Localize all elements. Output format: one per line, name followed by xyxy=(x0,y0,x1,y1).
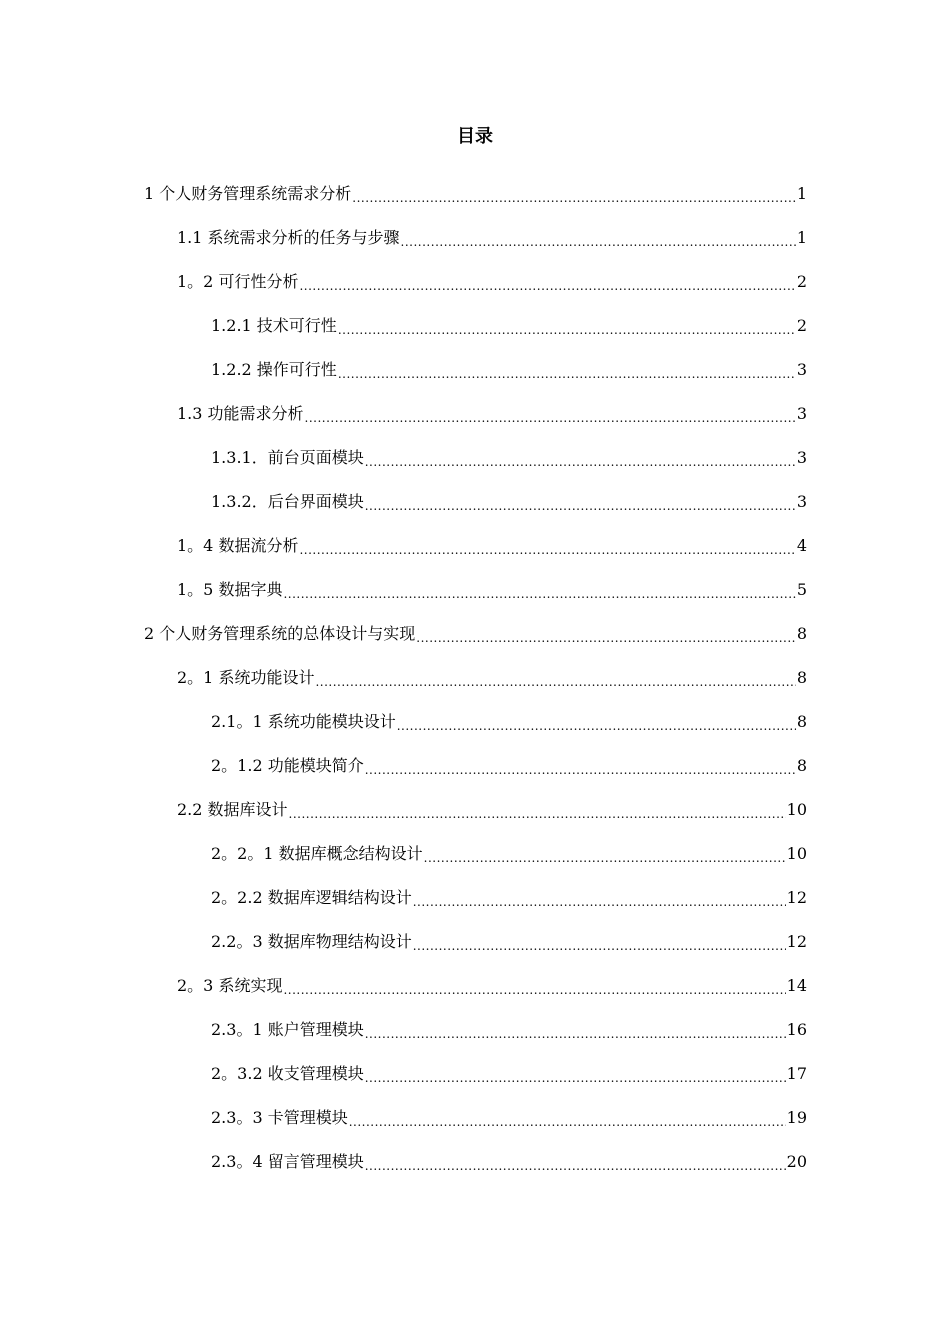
toc-dot-leader xyxy=(338,367,796,381)
toc-dot-leader xyxy=(365,455,796,469)
toc-entry-text: 1.3.2．后台界面模块 xyxy=(211,492,364,511)
toc-entry-text: 2。1.2 功能模块简介 xyxy=(211,756,364,775)
toc-title: 目录 xyxy=(457,126,493,147)
toc-entry-text: 2 个人财务管理系统的总体设计与实现 xyxy=(144,624,416,643)
toc-page-number: 8 xyxy=(796,624,807,643)
toc-entry[interactable] xyxy=(211,433,807,477)
toc-entry[interactable] xyxy=(177,785,807,829)
toc-page-number: 16 xyxy=(786,1020,807,1039)
toc-dot-leader xyxy=(397,719,796,733)
toc-page-number: 12 xyxy=(786,888,807,907)
toc-entry[interactable] xyxy=(211,829,807,873)
toc-entry-text: 2。3 系统实现 xyxy=(177,976,283,995)
toc-page-number: 2 xyxy=(796,316,807,335)
toc-entry[interactable] xyxy=(144,169,807,213)
toc-dot-leader xyxy=(305,411,796,425)
toc-page-number: 3 xyxy=(796,360,807,379)
toc-dot-leader xyxy=(365,499,796,513)
toc-dot-leader xyxy=(349,1115,786,1129)
toc-entry-text: 2。1 系统功能设计 xyxy=(177,668,315,687)
toc-entry[interactable] xyxy=(144,609,807,653)
toc-dot-leader xyxy=(424,851,786,865)
toc-entry[interactable] xyxy=(177,653,807,697)
toc-entry-text: 2。2.2 数据库逻辑结构设计 xyxy=(211,888,412,907)
toc-page-number: 8 xyxy=(796,668,807,687)
toc-dot-leader xyxy=(283,587,795,601)
toc-entry[interactable] xyxy=(177,521,807,565)
toc-page-number: 20 xyxy=(786,1152,807,1171)
toc-page-number: 3 xyxy=(796,404,807,423)
toc-page-number: 4 xyxy=(796,536,807,555)
toc-dot-leader xyxy=(416,631,796,645)
toc-page-number: 14 xyxy=(786,976,807,995)
toc-dot-leader xyxy=(401,235,796,249)
toc-entry-text: 2.2。3 数据库物理结构设计 xyxy=(211,932,412,951)
toc-dot-leader xyxy=(352,191,796,205)
toc-page-number: 3 xyxy=(796,448,807,467)
toc-entry-text: 2.1。1 系统功能模块设计 xyxy=(211,712,396,731)
toc-entry[interactable] xyxy=(211,917,807,961)
toc-entry[interactable] xyxy=(211,477,807,521)
toc-entry[interactable] xyxy=(177,565,807,609)
toc-page-number: 10 xyxy=(786,844,807,863)
toc-dot-leader xyxy=(413,895,786,909)
toc-entry-text: 1.2.2 操作可行性 xyxy=(211,360,337,379)
toc-page-number: 17 xyxy=(786,1064,807,1083)
toc-entry-text: 1.3.1．前台页面模块 xyxy=(211,448,364,467)
toc-page-number: 12 xyxy=(786,932,807,951)
toc-page-number: 5 xyxy=(796,580,807,599)
toc-page-number: 8 xyxy=(796,756,807,775)
toc-entry[interactable] xyxy=(211,301,807,345)
toc-page-number: 19 xyxy=(786,1108,807,1127)
toc-entry[interactable] xyxy=(177,961,807,1005)
toc-entry-text: 1。5 数据字典 xyxy=(177,580,283,599)
toc-page-number: 1 xyxy=(796,228,807,247)
toc-dot-leader xyxy=(299,279,795,293)
toc-dot-leader xyxy=(283,983,785,997)
toc-entry[interactable] xyxy=(211,345,807,389)
toc-dot-leader xyxy=(365,1071,786,1085)
toc-page-number: 8 xyxy=(796,712,807,731)
toc-entry-text: 1.1 系统需求分析的任务与步骤 xyxy=(177,228,400,247)
toc-page-number: 3 xyxy=(796,492,807,511)
toc-dot-leader xyxy=(413,939,786,953)
toc-page-number: 1 xyxy=(796,184,807,203)
toc-entry-text: 1 个人财务管理系统需求分析 xyxy=(144,184,352,203)
toc-entry-text: 1。2 可行性分析 xyxy=(177,272,299,291)
toc-list xyxy=(0,169,950,1181)
toc-entry[interactable] xyxy=(211,1005,807,1049)
toc-entry-text: 2.2 数据库设计 xyxy=(177,800,288,819)
toc-entry-text: 2。2。1 数据库概念结构设计 xyxy=(211,844,423,863)
toc-entry-text: 1.3 功能需求分析 xyxy=(177,404,304,423)
toc-dot-leader xyxy=(299,543,795,557)
toc-entry-text: 2.3。1 账户管理模块 xyxy=(211,1020,364,1039)
toc-entry[interactable] xyxy=(211,741,807,785)
toc-page-number: 2 xyxy=(796,272,807,291)
toc-entry[interactable] xyxy=(177,213,807,257)
toc-entry-text: 1。4 数据流分析 xyxy=(177,536,299,555)
toc-entry-text: 2.3。4 留言管理模块 xyxy=(211,1152,364,1171)
toc-dot-leader xyxy=(315,675,795,689)
toc-entry[interactable] xyxy=(177,389,807,433)
toc-entry-text: 2。3.2 收支管理模块 xyxy=(211,1064,364,1083)
toc-entry[interactable] xyxy=(177,257,807,301)
toc-entry-text: 1.2.1 技术可行性 xyxy=(211,316,337,335)
toc-dot-leader xyxy=(338,323,796,337)
toc-dot-leader xyxy=(289,807,786,821)
toc-entry[interactable] xyxy=(211,1049,807,1093)
toc-entry-text: 2.3。3 卡管理模块 xyxy=(211,1108,348,1127)
toc-dot-leader xyxy=(365,1027,786,1041)
toc-entry[interactable] xyxy=(211,697,807,741)
toc-dot-leader xyxy=(365,1159,786,1173)
toc-entry[interactable] xyxy=(211,873,807,917)
toc-entry[interactable] xyxy=(211,1137,807,1181)
toc-entry[interactable] xyxy=(211,1093,807,1137)
toc-dot-leader xyxy=(365,763,796,777)
toc-page-number: 10 xyxy=(786,800,807,819)
